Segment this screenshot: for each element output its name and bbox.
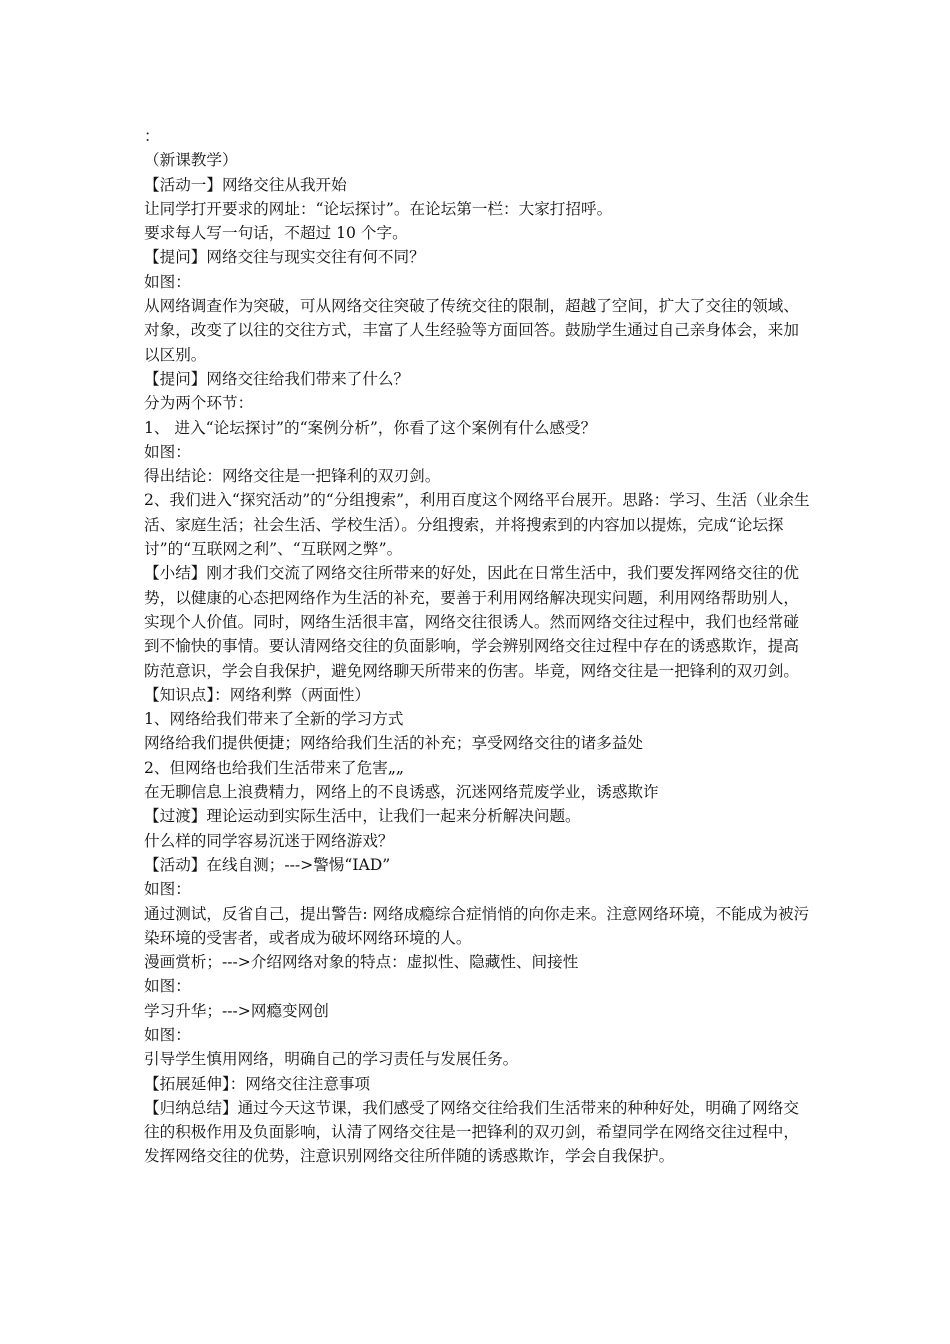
list-item: 1、网络给我们带来了全新的学习方式 (144, 710, 404, 729)
knowledge-heading: 【知识点】：网络利弊（两面性） (144, 685, 371, 704)
question-heading: 【提问】网络交往与现实交往有何不同？ (144, 248, 425, 267)
conclusion-paragraph: 【归纳总结】通过今天这节课，我们感受了网络交往给我们生活带来的种种好处，明确了网络交往的积极作用及负面影响，认清了网络交往是一把锋利的双刃剑，希望同学在网络交往过程中，发挥网络交往的优势，注意识别网络交往所伴随的诱惑欺诈，学会自我保护。 (144, 1098, 799, 1166)
paragraph: 从网络调查作为突破，可从网络交往突破了传统交往的限制，超越了空间，扩大了交往的领域、对象，改变了以往的交往方式，丰富了人生经验等方面回答。鼓励学生通过自己亲身体会，来加以区别。 (144, 297, 799, 364)
figure-reference: 如图： (144, 272, 191, 291)
figure-reference: 如图： (144, 880, 191, 899)
list-item: 2、但网络也给我们生活带来了危害„„ (144, 758, 404, 777)
activity-one-heading: 【活动一】网络交往从我开始 (144, 175, 347, 194)
paragraph: 通过测试，反省自己，提出警告: 网络成瘾综合症悄悄的向你走来。注意网络环境，不能成为被污染环境的受害者，或者成为破坏网络环境的人。 (144, 904, 810, 947)
transition-heading: 【过渡】理论运动到实际生活中，让我们一起来分析解决问题。 (144, 807, 581, 826)
paragraph: 学习升华；--->网瘾变网创 (144, 1001, 329, 1020)
paragraph: 在无聊信息上浪费精力，网络上的不良诱惑，沉迷网络荒废学业，诱惑欺诈 (144, 783, 659, 802)
figure-reference: 如图： (144, 977, 191, 996)
summary-paragraph: 【小结】刚才我们交流了网络交往所带来的好处，因此在日常生活中，我们要发挥网络交往的优势，以健康的心态把网络作为生活的补充，要善于利用网络解决现实问题，利用网络帮助别人，实现个人价值。同时，网络生活很丰富，网络交往很诱人。然而网络交往过程中，我们也经常碰到不愉快的事情。要认清网络交往的负面影响，学会辨别网络交往过程中存在的诱惑欺诈，提高防范意识，学会自我保护，避免网络聊天所带来的伤害。毕竟，网络交往是一把锋利的双刃剑。 (144, 564, 799, 680)
paragraph: 分为两个环节： (144, 394, 254, 413)
section-label: （新课教学） (144, 151, 238, 170)
list-item: 1、 进入“论坛探讨”的“案例分析”，你看了这个案例有什么感受？ (144, 418, 597, 437)
paragraph: 漫画赏析；--->介绍网络对象的特点：虚拟性、隐藏性、间接性 (144, 953, 579, 972)
activity-heading: 【活动】在线自测；--->警惕“IAD” (144, 855, 391, 874)
paragraph: 引导学生慎用网络，明确自己的学习责任与发展任务。 (144, 1050, 519, 1069)
extension-heading: 【拓展延伸】：网络交往注意事项 (144, 1074, 371, 1093)
question-heading: 【提问】网络交往给我们带来了什么？ (144, 369, 410, 388)
paragraph: 让同学打开要求的网址：“论坛探讨”。在论坛第一栏：大家打招呼。 (144, 199, 613, 218)
paragraph: 网络给我们提供便捷；网络给我们生活的补充；享受网络交往的诸多益处 (144, 734, 644, 753)
list-item: 2、我们进入“探究活动”的“分组搜索”，利用百度这个网络平台展开。思路：学习、生活（业余生活、家庭生活；社会生活、学校生活）。分组搜索，并将搜索到的内容加以提炼，完成“论坛探讨”的“互联网之利”、“互联网之弊”。 (144, 491, 810, 559)
document-body (144, 124, 812, 1169)
paragraph: 得出结论：网络交往是一把锋利的双刃剑。 (144, 467, 441, 486)
figure-reference: 如图： (144, 1025, 191, 1044)
paragraph: 要求每人写一句话，不超过 10 个字。 (144, 224, 408, 243)
figure-reference: 如图： (144, 442, 191, 461)
colon-line: ： (144, 127, 160, 145)
paragraph: 什么样的同学容易沉迷于网络游戏？ (144, 831, 394, 850)
